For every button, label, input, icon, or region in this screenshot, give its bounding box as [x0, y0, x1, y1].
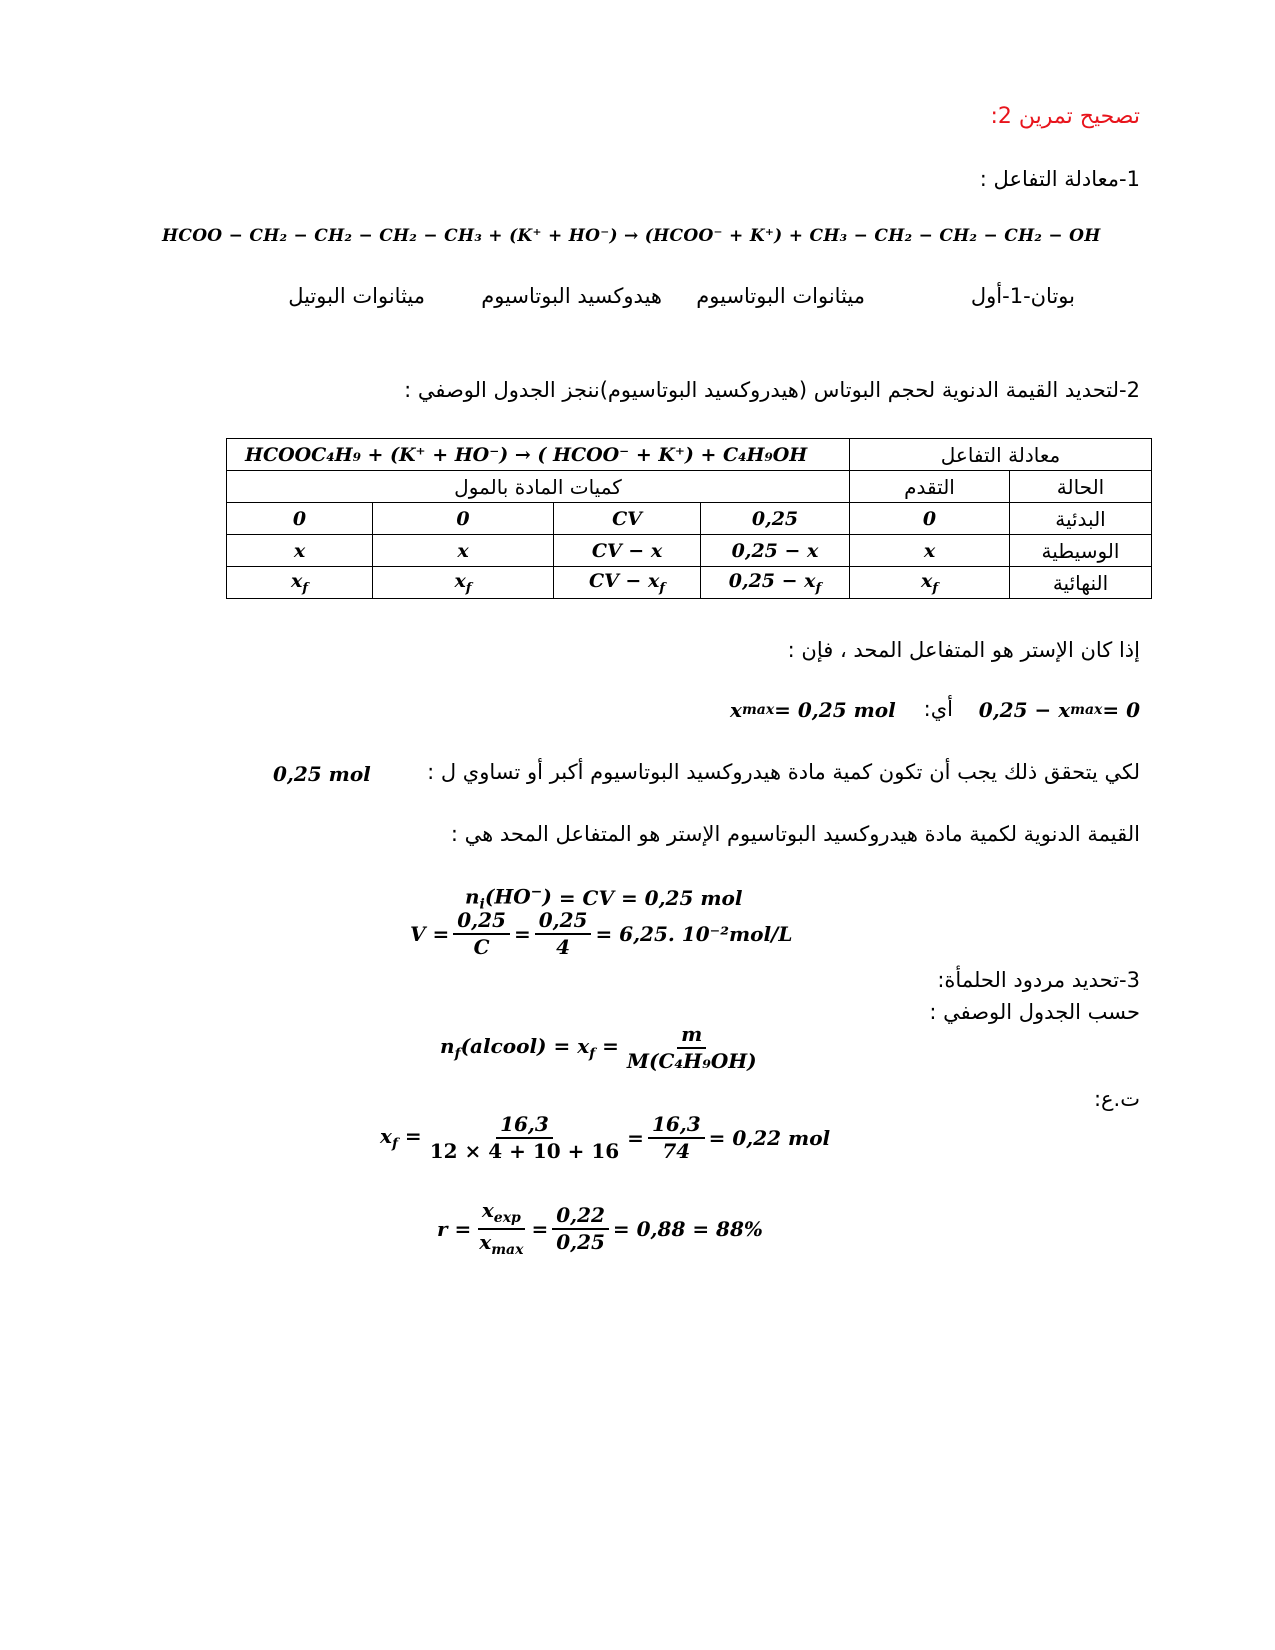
name-potassium-hydroxide: هيدوكسيد البوتاسيوم [481, 284, 662, 308]
section-3-heading: 3-تحديد مردود الحلمأة: [937, 968, 1140, 992]
equals: = [627, 1126, 644, 1150]
progress-cell: $x_f$ [850, 567, 1010, 599]
fraction [552, 1203, 609, 1255]
table-quantities-header: كميات المادة بالمول [227, 471, 850, 503]
yield-equation [437, 1198, 763, 1259]
fraction [475, 1198, 527, 1259]
condition-value: 0,25 mol [273, 762, 371, 786]
table-row [227, 503, 1152, 535]
denominator: M(C₄H₉OH) [626, 1049, 757, 1073]
volume-equation [410, 908, 792, 960]
ester-cell: 0,25 [701, 503, 850, 535]
state-cell: النهائية [1010, 567, 1152, 599]
alcohol-cell: $x_f$ [227, 567, 373, 599]
methanoate-cell: 0 [373, 503, 554, 535]
ni-symbol: $n_i(HO^-)$ [465, 884, 559, 913]
numerator: $x_{exp}$ [478, 1198, 525, 1230]
v-symbol: V = [410, 922, 450, 946]
table-state-header: الحالة [1010, 471, 1152, 503]
ester-cell: 0,25 − x [701, 535, 850, 567]
hydroxide-cell: CV − $x_f$ [554, 567, 701, 599]
minimum-value-text: القيمة الدنوية لكمية مادة هيدروكسيد البوتاسيوم الإستر هو المتفاعل المحد هي : [450, 822, 1140, 846]
table-progress-header: التقدم [850, 471, 1010, 503]
progress-table [226, 438, 1152, 599]
xmax-value: x max = 0,25 mol [730, 698, 896, 722]
name-butanol: بوتان-1-أول [970, 284, 1075, 308]
numerator: 0,25 [535, 908, 592, 935]
alcohol-cell: 0 [227, 503, 373, 535]
denominator: 12 × 4 + 10 + 16 [429, 1139, 620, 1163]
numerator: 0,22 [552, 1203, 609, 1230]
numerator: 16,3 [496, 1112, 553, 1139]
section-2-heading: 2-لتحديد القيمة الدنوية لحجم البوتاس (هيدروكسيد البوتاسيوم)ننجز الجدول الوصفي : [404, 378, 1140, 402]
reaction-equation: HCOO − CH₂ − CH₂ − CH₂ − CH₃ + (K⁺ + HO⁻) → (HCOO⁻ + K⁺) + CH₃ − CH₂ − CH₂ − CH₂ − OH [162, 226, 1101, 246]
table-equation: HCOOC₄H₉ + (K⁺ + HO⁻) → ( HCOO⁻ + K⁺) + C₄H₉OH [227, 439, 850, 471]
condition-text: لكي يتحقق ذلك يجب أن تكون كمية مادة هيدروكسيد البوتاسيوم أكبر أو تساوي ل : [427, 760, 1140, 784]
numerator: 16,3 [648, 1112, 705, 1139]
equals: = [513, 922, 531, 946]
numerator: 0,25 [453, 908, 510, 935]
denominator: 0,25 [556, 1229, 605, 1254]
denominator: $x_{max}$ [479, 1229, 524, 1258]
state-cell: البدئية [1010, 503, 1152, 535]
fraction [623, 1022, 761, 1074]
name-butyl-methanoate: ميثانوات البوتيل [288, 284, 425, 308]
xmax-condition: 0,25 − x max = 0 [978, 698, 1140, 722]
r-symbol: r = [437, 1216, 472, 1241]
table-row [227, 567, 1152, 599]
state-cell: الوسيطية [1010, 535, 1152, 567]
methanoate-cell: $x_f$ [373, 567, 554, 599]
table-row [227, 535, 1152, 567]
xf-equation [380, 1112, 830, 1164]
denominator: C [473, 935, 490, 959]
limiting-reactant-text: إذا كان الإستر هو المتفاعل المحد ، فإن : [787, 638, 1140, 662]
progress-cell: 0 [850, 503, 1010, 535]
section-1-heading: 1-معادلة التفاعل : [979, 167, 1140, 191]
numerator: m [677, 1022, 706, 1049]
fraction [426, 1112, 623, 1164]
numerical-application-label: ت.ع: [1093, 1087, 1140, 1111]
section-3-subheading: حسب الجدول الوصفي : [929, 1000, 1140, 1024]
fraction [453, 908, 510, 960]
ni-value: = CV = 0,25 mol [558, 886, 743, 911]
fraction [535, 908, 592, 960]
nf-equation [440, 1022, 765, 1074]
xf-symbol: $x_f$ = [380, 1124, 422, 1152]
equals: = [531, 1216, 549, 1241]
hydroxide-cell: CV − x [554, 535, 701, 567]
denominator: 4 [556, 935, 571, 959]
alcohol-cell: x [227, 535, 373, 567]
hydroxide-cell: CV [554, 503, 701, 535]
methanoate-cell: x [373, 535, 554, 567]
denominator: 74 [662, 1139, 691, 1163]
volume-result: = 6,25. 10⁻²mol/L [595, 922, 793, 946]
ai-label: أي: [923, 697, 953, 721]
exercise-title: تصحيح تمرين 2: [990, 104, 1140, 129]
name-potassium-methanoate: ميثانوات البوتاسيوم [696, 284, 865, 308]
xf-result: = 0,22 mol [708, 1126, 831, 1150]
progress-cell: x [850, 535, 1010, 567]
yield-result: = 0,88 = 88% [612, 1216, 763, 1241]
ester-cell: $0,25 - x_f$ [701, 567, 850, 599]
table-eq-label: معادلة التفاعل [850, 439, 1152, 471]
nf-symbol: $n_f(alcool) = x_f$ = [440, 1034, 619, 1062]
fraction [648, 1112, 705, 1164]
